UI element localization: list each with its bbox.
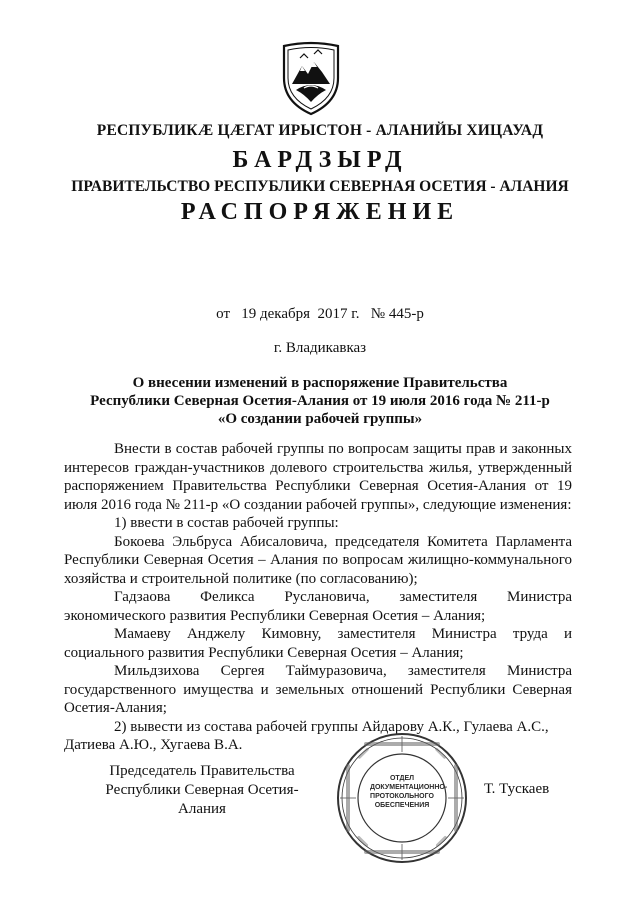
city-line: г. Владикавказ [273,340,367,356]
signatory-position [82,762,322,819]
document-title [0,374,640,428]
stamp-inner-text: ОТДЕЛ ДОКУМЕНТАЦИОННО- ПРОТОКОЛЬНОГО ОБЕСПЕЧЕНИЯ [370,775,448,809]
body-paragraph-mildzikhov: Мильдзихова Сергея Таймуразовича, заместителя Министра государственного имущества и земельных отношений Республики Северная Осетия-Алания; [64,663,572,716]
body-paragraph-mamaeva: Мамаеву Анджелу Кимовну, заместителя Министра труда и социального развития Республики Северная Осетия – Алания; [64,626,572,661]
body-paragraph-remove: 2) вывести из состава рабочей группы Айдарову А.К., Гулаева А.С., Датиева А.Ю., Хугаева В.А. [64,718,549,753]
title-line-3: «О создании рабочей группы» [217,411,423,427]
signatory-name: Т. Тускаев [484,781,550,797]
body-paragraph-gadzaov: Гадзаова Феликса Руслановича, заместителя Министра экономического развития Республики Северная Осетия – Алания; [64,589,572,624]
ossetian-republic-header: РЕСПУБЛИКӔ ЦӔГАТ ИРЫСТОН - АЛАНИЙЫ ХИЦАУАД [96,122,544,139]
doc-type-heading: РАСПОРЯЖЕНИЕ [180,199,460,225]
body-paragraph-intro: Внести в состав рабочей группы по вопросам защиты прав и законных интересов граждан-участников долевого строительства жилья, утвержденный распоряжением Правительства Республики Северная Осетия-Алания от 19 июля 2016 года № 211-р «О создании рабочей группы», следующие изменения: [64,441,572,513]
signatory-position-line-1: Председатель Правительства [109,763,295,779]
title-line-1: О внесении изменений в распоряжение Правительства [132,375,508,391]
coat-of-arms-emblem [274,40,348,116]
body-paragraph-add: 1) ввести в состав рабочей группы: [114,515,339,531]
government-header: ПРАВИТЕЛЬСТВО РЕСПУБЛИКИ СЕВЕРНАЯ ОСЕТИЯ - АЛАНИЯ [71,178,569,195]
ossetian-doc-type: БАРДЗЫРД [232,147,408,173]
document-body [64,440,572,755]
date-and-number: от 19 декабря 2017 г. № 445-р [216,306,424,322]
body-paragraph-bokoev: Бокоева Эльбруса Абисаловича, председателя Комитета Парламента Республики Северная Осетия – Алания по вопросам жилищно-коммунального хозяйства и строительной политике (по согласованию); [64,533,572,587]
signatory-position-line-2: Республики Северная Осетия-Алания [105,782,299,817]
title-line-2: Республики Северная Осетия-Алания от 19 июля 2016 года № 211-р [90,393,550,409]
